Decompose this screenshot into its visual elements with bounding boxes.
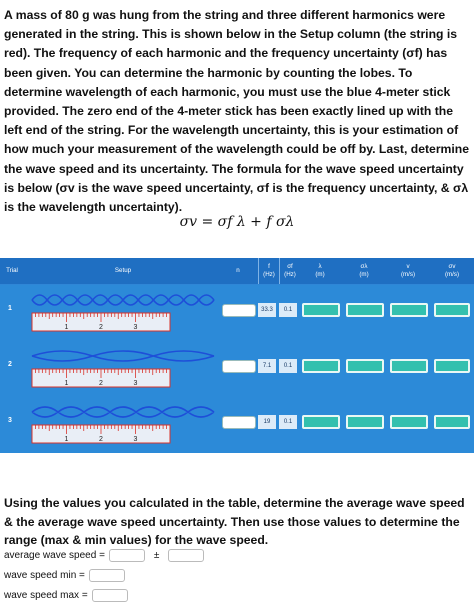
table-header [0, 258, 474, 284]
header-n-label: n [236, 267, 240, 274]
header-setup [30, 258, 216, 284]
trial-number: 3 [8, 417, 12, 424]
speed-max-label: wave speed max = [4, 590, 88, 601]
wavelength-uncertainty-input[interactable] [346, 359, 384, 373]
header-v-unit: (m/s) [400, 271, 416, 278]
header-f-label: f [268, 263, 270, 270]
ruler-label: 1 [64, 324, 69, 331]
header-sigma-f [279, 258, 300, 284]
table-row [0, 285, 474, 341]
wave-speed-uncertainty-input[interactable] [434, 359, 470, 373]
wavelength-uncertainty-input[interactable] [346, 303, 384, 317]
ruler-label: 3 [133, 380, 138, 387]
frequency-value: 19 [258, 415, 276, 429]
wave-speed-uncertainty-input[interactable] [434, 303, 470, 317]
string-setup-diagram [30, 287, 216, 339]
ruler-label: 3 [133, 324, 138, 331]
average-speed-input[interactable] [109, 549, 145, 562]
header-sigma-lambda-unit: (m) [359, 271, 369, 278]
wavelength-input[interactable] [302, 359, 340, 373]
wave-speed-input[interactable] [390, 303, 428, 317]
header-lambda-label: λ [318, 263, 322, 270]
header-n [222, 258, 254, 284]
header-sigma-f-unit: (Hz) [284, 271, 296, 278]
wavelength-uncertainty-input[interactable] [346, 415, 384, 429]
table-row [0, 341, 474, 397]
question-text: Using the values you calculated in the table, determine the average wave speed & the average wave speed uncertainty. Then use those values to determine the range (max & min values) for the wave speed. [4, 496, 465, 547]
trial-number: 2 [8, 361, 12, 368]
frequency-uncertainty-value: 0.1 [279, 303, 297, 317]
header-trial [0, 258, 24, 284]
trial-number: 1 [8, 305, 12, 312]
header-sigma-lambda [344, 258, 384, 284]
wavelength-input[interactable] [302, 303, 340, 317]
header-f [258, 258, 279, 284]
standing-wave-string [32, 407, 214, 417]
header-sigma-lambda-label: σλ [360, 263, 368, 270]
ruler-label: 2 [99, 324, 103, 331]
header-v-label: v [406, 263, 410, 270]
ruler-label: 2 [99, 380, 103, 387]
wave-speed-input[interactable] [390, 415, 428, 429]
frequency-uncertainty-value: 0.1 [279, 415, 297, 429]
speed-max-input[interactable] [92, 589, 128, 602]
average-uncertainty-input[interactable] [168, 549, 204, 562]
average-speed-row [4, 549, 204, 562]
harmonic-n-input[interactable] [222, 360, 256, 373]
wave-speed-uncertainty-input[interactable] [434, 415, 470, 429]
wave-speed-uncertainty-formula: σv = σf λ + f σλ [179, 214, 295, 230]
header-f-unit: (Hz) [263, 271, 275, 278]
table-row [0, 397, 474, 453]
harmonic-n-input[interactable] [222, 416, 256, 429]
frequency-value: 33.3 [258, 303, 276, 317]
header-sigma-v [432, 258, 472, 284]
standing-wave-string [32, 351, 214, 361]
string-setup-diagram [30, 399, 216, 451]
header-v [388, 258, 428, 284]
header-sigma-v-label: σv [448, 263, 456, 270]
harmonic-n-input[interactable] [222, 304, 256, 317]
header-setup-label: Setup [114, 267, 132, 274]
speed-min-label: wave speed min = [4, 570, 85, 581]
average-speed-label: average wave speed = [4, 550, 105, 561]
standing-wave-string [32, 295, 214, 305]
header-trial-label: Trial [6, 267, 18, 274]
speed-min-row [4, 569, 125, 582]
header-lambda [300, 258, 340, 284]
header-sigma-f-label: σf [287, 263, 293, 270]
frequency-uncertainty-value: 0.1 [279, 359, 297, 373]
data-table [0, 258, 474, 452]
plus-minus-sign: ± [153, 550, 160, 561]
speed-min-input[interactable] [89, 569, 125, 582]
problem-intro: A mass of 80 g was hung from the string and three different harmonics were generated in the string. This is shown below in the Setup column (the string is red). The frequency of each harmonic and the frequency uncertainty (σf) has been given. You can determine the harmonic by counting the lobes. To determine wavelength of each harmonic, you must use the blue 4-meter stick provided. The zero end of the 4-meter stick has been exactly lined up with the left end of the string. For the wavelength uncertainty, this is your estimation of how much your measurement of the wavelength could be off by. Last, determine the wave speed and its uncertainty. The formula for the wave speed uncertainty is below (σv is the wave speed uncertainty, σf is the frequency uncertainty, & σλ is the wavelength uncertainty). [4, 8, 470, 215]
header-lambda-unit: (m) [315, 271, 325, 278]
wavelength-input[interactable] [302, 415, 340, 429]
ruler-label: 1 [64, 436, 69, 443]
header-sigma-v-unit: (m/s) [444, 271, 460, 278]
string-setup-diagram [30, 343, 216, 395]
ruler-label: 2 [99, 436, 103, 443]
ruler-label: 3 [133, 436, 138, 443]
frequency-value: 7.1 [258, 359, 276, 373]
wave-speed-input[interactable] [390, 359, 428, 373]
ruler-label: 1 [64, 380, 69, 387]
speed-max-row [4, 589, 128, 602]
